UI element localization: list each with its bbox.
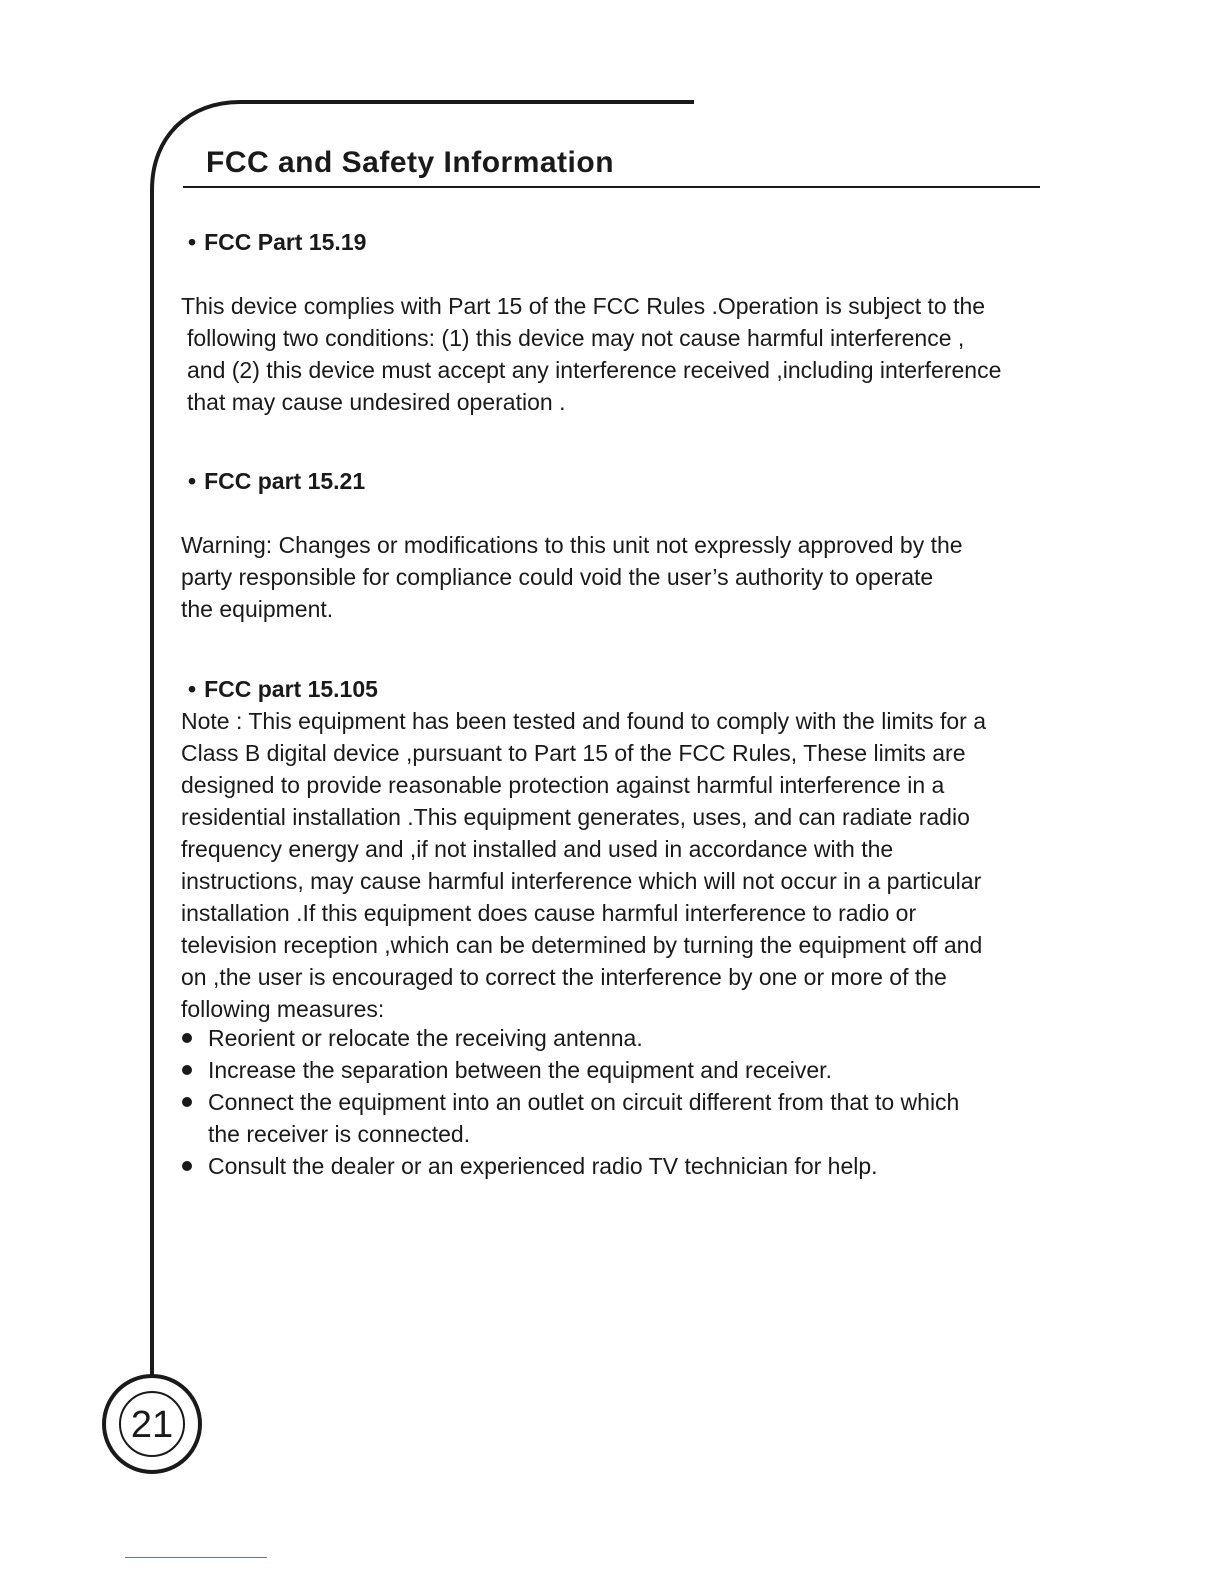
bullet-dot-icon [182,1097,192,1107]
page-title: FCC and Safety Information [206,146,615,179]
list-item-text: Consult the dealer or an experienced radio TV technician for help. [208,1153,878,1179]
list-item-text: Connect the equipment into an outlet on circuit different from that to which [208,1089,960,1115]
body-line: frequency energy and ,if not installed and used in accordance with the [181,836,894,862]
body-line: residential installation .This equipment generates, uses, and can radiate radio [181,804,970,830]
list-item [181,1086,959,1150]
section-body-15-105 [181,705,986,1025]
measures-list [181,1022,959,1182]
body-line: Class B digital device ,pursuant to Part 15 of the FCC Rules, These limits are [181,740,966,766]
section-heading-text: FCC part 15.21 [204,468,366,494]
body-line: installation .If this equipment does cause harmful interference to radio or [181,900,917,926]
list-item [181,1054,959,1086]
bullet-dot: • [188,229,197,255]
body-line: Warning: Changes or modifications to this unit not expressly approved by the [181,532,963,558]
section-body-15-21 [181,529,963,625]
section-body-15-19 [181,290,1001,418]
section-heading-text: FCC part 15.105 [204,676,378,702]
list-item [181,1022,959,1054]
bullet-dot: • [188,468,197,494]
body-line: the equipment. [181,596,334,622]
page-number: 21 [130,1404,174,1446]
section-heading-15-105 [188,676,378,703]
section-heading-text: FCC Part 15.19 [204,229,367,255]
bullet-dot-icon [182,1161,192,1171]
list-item [181,1150,959,1182]
body-line: following measures: [181,996,385,1022]
list-item-text: Increase the separation between the equipment and receiver. [208,1057,832,1083]
bullet-dot-icon [182,1065,192,1075]
body-line: following two conditions: (1) this device may not cause harmful interference , [187,325,965,351]
body-line: and (2) this device must accept any interference received ,including interference [187,357,1002,383]
body-line: This device complies with Part 15 of the FCC Rules .Operation is subject to the [181,293,986,319]
bullet-dot-icon [182,1033,192,1043]
body-line: Note : This equipment has been tested and found to comply with the limits for a [181,708,987,734]
list-item-text: the receiver is connected. [208,1121,471,1147]
bullet-dot: • [188,676,197,702]
body-line: party responsible for compliance could void the user’s authority to operate [181,564,934,590]
list-item-text: Reorient or relocate the receiving antenna. [208,1025,643,1051]
body-line: that may cause undesired operation . [187,389,566,415]
body-line: instructions, may cause harmful interference which will not occur in a particular [181,868,982,894]
section-heading-15-19 [188,229,366,256]
footer-rule [125,1557,267,1558]
body-line: television reception ,which can be determined by turning the equipment off and [181,932,983,958]
body-line: designed to provide reasonable protection against harmful interference in a [181,772,945,798]
section-heading-15-21 [188,468,365,495]
body-line: on ,the user is encouraged to correct the interference by one or more of the [181,964,947,990]
